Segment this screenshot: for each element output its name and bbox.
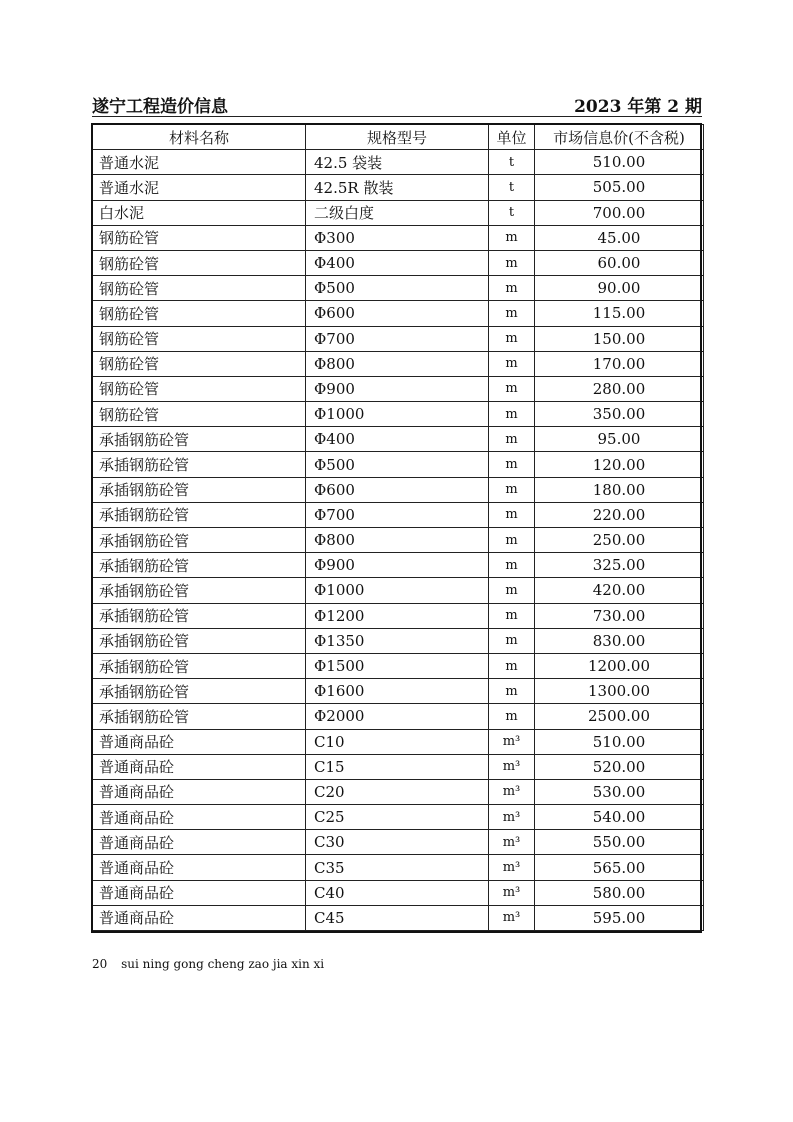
table-row	[93, 905, 704, 930]
cell-price: 580.00	[535, 880, 704, 905]
cell-price: 830.00	[535, 628, 704, 653]
cell-price: 505.00	[535, 175, 704, 200]
table-row	[93, 402, 704, 427]
cell-spec: Φ700	[306, 502, 489, 527]
cell-material-name: 普通商品砼	[93, 729, 306, 754]
cell-price: 520.00	[535, 754, 704, 779]
cell-price: 170.00	[535, 351, 704, 376]
cell-spec: Φ1000	[306, 402, 489, 427]
cell-material-name: 钢筋砼管	[93, 326, 306, 351]
cell-material-name: 普通商品砼	[93, 855, 306, 880]
cell-unit: m³	[489, 905, 535, 930]
cell-spec: Φ600	[306, 301, 489, 326]
cell-unit: t	[489, 200, 535, 225]
table-row	[93, 729, 704, 754]
column-header-price: 市场信息价(不含税)	[535, 125, 704, 150]
cell-price: 60.00	[535, 250, 704, 275]
cell-unit: m	[489, 578, 535, 603]
cell-spec: Φ900	[306, 553, 489, 578]
cell-unit: m	[489, 452, 535, 477]
cell-spec: Φ400	[306, 427, 489, 452]
cell-spec: Φ1200	[306, 603, 489, 628]
table-row	[93, 553, 704, 578]
cell-unit: m	[489, 326, 535, 351]
cell-spec: Φ500	[306, 452, 489, 477]
table-row	[93, 502, 704, 527]
cell-price: 150.00	[535, 326, 704, 351]
cell-unit: m	[489, 376, 535, 401]
cell-spec: Φ1500	[306, 653, 489, 678]
cell-price: 350.00	[535, 402, 704, 427]
page-number: 20	[92, 957, 108, 971]
footer-text: sui ning gong cheng zao jia xin xi	[121, 957, 325, 971]
cell-spec: C25	[306, 805, 489, 830]
cell-spec: C40	[306, 880, 489, 905]
cell-material-name: 承插钢筋砼管	[93, 502, 306, 527]
cell-price: 220.00	[535, 502, 704, 527]
cell-material-name: 承插钢筋砼管	[93, 578, 306, 603]
cell-spec: Φ2000	[306, 704, 489, 729]
cell-spec: C30	[306, 830, 489, 855]
cell-spec: Φ800	[306, 351, 489, 376]
cell-unit: m	[489, 553, 535, 578]
cell-material-name: 承插钢筋砼管	[93, 653, 306, 678]
table-row	[93, 855, 704, 880]
cell-unit: m	[489, 704, 535, 729]
cell-spec: Φ1000	[306, 578, 489, 603]
cell-material-name: 钢筋砼管	[93, 301, 306, 326]
cell-price: 510.00	[535, 729, 704, 754]
cell-price: 2500.00	[535, 704, 704, 729]
table-row	[93, 427, 704, 452]
cell-spec: C15	[306, 754, 489, 779]
cell-spec: Φ1350	[306, 628, 489, 653]
cell-material-name: 白水泥	[93, 200, 306, 225]
table-row	[93, 150, 704, 175]
cell-material-name: 承插钢筋砼管	[93, 603, 306, 628]
cell-price: 120.00	[535, 452, 704, 477]
cell-price: 540.00	[535, 805, 704, 830]
cell-price: 90.00	[535, 276, 704, 301]
cell-price: 1200.00	[535, 653, 704, 678]
cell-material-name: 普通商品砼	[93, 880, 306, 905]
cell-spec: 二级白度	[306, 200, 489, 225]
cell-material-name: 承插钢筋砼管	[93, 477, 306, 502]
cell-spec: Φ700	[306, 326, 489, 351]
cell-spec: C45	[306, 905, 489, 930]
cell-unit: t	[489, 150, 535, 175]
column-header-spec: 规格型号	[306, 125, 489, 150]
cell-price: 550.00	[535, 830, 704, 855]
table-row	[93, 276, 704, 301]
table-row	[93, 704, 704, 729]
cell-unit: m³	[489, 830, 535, 855]
table-row	[93, 351, 704, 376]
cell-material-name: 普通水泥	[93, 150, 306, 175]
table-row	[93, 225, 704, 250]
cell-spec: Φ1600	[306, 679, 489, 704]
issue-label: 2023 年第 2 期	[574, 97, 702, 117]
cell-unit: m³	[489, 754, 535, 779]
table-row	[93, 880, 704, 905]
cell-price: 115.00	[535, 301, 704, 326]
table-row	[93, 830, 704, 855]
publication-title: 遂宁工程造价信息	[92, 97, 228, 117]
cell-price: 250.00	[535, 528, 704, 553]
cell-unit: m	[489, 653, 535, 678]
cell-unit: m	[489, 351, 535, 376]
cell-material-name: 钢筋砼管	[93, 250, 306, 275]
table-row	[93, 376, 704, 401]
cell-spec: Φ600	[306, 477, 489, 502]
cell-material-name: 普通商品砼	[93, 805, 306, 830]
table-row	[93, 175, 704, 200]
cell-material-name: 普通商品砼	[93, 830, 306, 855]
cell-price: 45.00	[535, 225, 704, 250]
cell-material-name: 普通水泥	[93, 175, 306, 200]
table-row	[93, 779, 704, 804]
cell-material-name: 普通商品砼	[93, 754, 306, 779]
cell-spec: Φ500	[306, 276, 489, 301]
table-row	[93, 653, 704, 678]
cell-price: 530.00	[535, 779, 704, 804]
cell-material-name: 承插钢筋砼管	[93, 628, 306, 653]
cell-unit: m	[489, 427, 535, 452]
cell-price: 700.00	[535, 200, 704, 225]
cell-unit: m	[489, 276, 535, 301]
table-header-row	[93, 125, 704, 150]
table-row	[93, 528, 704, 553]
cell-spec: Φ300	[306, 225, 489, 250]
cell-spec: C35	[306, 855, 489, 880]
price-table	[92, 124, 704, 931]
cell-unit: t	[489, 175, 535, 200]
column-header-material: 材料名称	[93, 125, 306, 150]
cell-material-name: 钢筋砼管	[93, 276, 306, 301]
cell-material-name: 承插钢筋砼管	[93, 704, 306, 729]
cell-spec: Φ800	[306, 528, 489, 553]
cell-price: 595.00	[535, 905, 704, 930]
cell-spec: 42.5R 散装	[306, 175, 489, 200]
table-row	[93, 679, 704, 704]
table-row	[93, 805, 704, 830]
cell-material-name: 承插钢筋砼管	[93, 553, 306, 578]
cell-price: 180.00	[535, 477, 704, 502]
table-row	[93, 200, 704, 225]
cell-price: 420.00	[535, 578, 704, 603]
column-header-unit: 单位	[489, 125, 535, 150]
cell-material-name: 普通商品砼	[93, 905, 306, 930]
table-row	[93, 326, 704, 351]
page-header	[92, 90, 702, 117]
cell-unit: m	[489, 402, 535, 427]
table-row	[93, 477, 704, 502]
cell-unit: m³	[489, 880, 535, 905]
cell-spec: Φ400	[306, 250, 489, 275]
cell-unit: m	[489, 528, 535, 553]
cell-price: 1300.00	[535, 679, 704, 704]
cell-material-name: 钢筋砼管	[93, 351, 306, 376]
cell-price: 510.00	[535, 150, 704, 175]
cell-unit: m	[489, 502, 535, 527]
cell-price: 730.00	[535, 603, 704, 628]
cell-unit: m	[489, 477, 535, 502]
cell-material-name: 承插钢筋砼管	[93, 427, 306, 452]
cell-material-name: 承插钢筋砼管	[93, 679, 306, 704]
table-row	[93, 578, 704, 603]
cell-material-name: 钢筋砼管	[93, 402, 306, 427]
cell-unit: m	[489, 301, 535, 326]
cell-unit: m³	[489, 729, 535, 754]
cell-material-name: 承插钢筋砼管	[93, 528, 306, 553]
table-row	[93, 603, 704, 628]
table-row	[93, 628, 704, 653]
cell-price: 325.00	[535, 553, 704, 578]
cell-spec: C10	[306, 729, 489, 754]
page-footer	[92, 957, 324, 971]
table-row	[93, 250, 704, 275]
cell-spec: Φ900	[306, 376, 489, 401]
cell-price: 565.00	[535, 855, 704, 880]
cell-unit: m³	[489, 779, 535, 804]
cell-unit: m³	[489, 805, 535, 830]
table-row	[93, 452, 704, 477]
cell-spec: 42.5 袋装	[306, 150, 489, 175]
table-row	[93, 301, 704, 326]
cell-unit: m	[489, 628, 535, 653]
cell-price: 280.00	[535, 376, 704, 401]
cell-price: 95.00	[535, 427, 704, 452]
cell-spec: C20	[306, 779, 489, 804]
cell-unit: m³	[489, 855, 535, 880]
table-row	[93, 754, 704, 779]
cell-unit: m	[489, 250, 535, 275]
cell-material-name: 钢筋砼管	[93, 225, 306, 250]
cell-unit: m	[489, 679, 535, 704]
cell-material-name: 普通商品砼	[93, 779, 306, 804]
cell-material-name: 承插钢筋砼管	[93, 452, 306, 477]
cell-material-name: 钢筋砼管	[93, 376, 306, 401]
cell-unit: m	[489, 225, 535, 250]
cell-unit: m	[489, 603, 535, 628]
